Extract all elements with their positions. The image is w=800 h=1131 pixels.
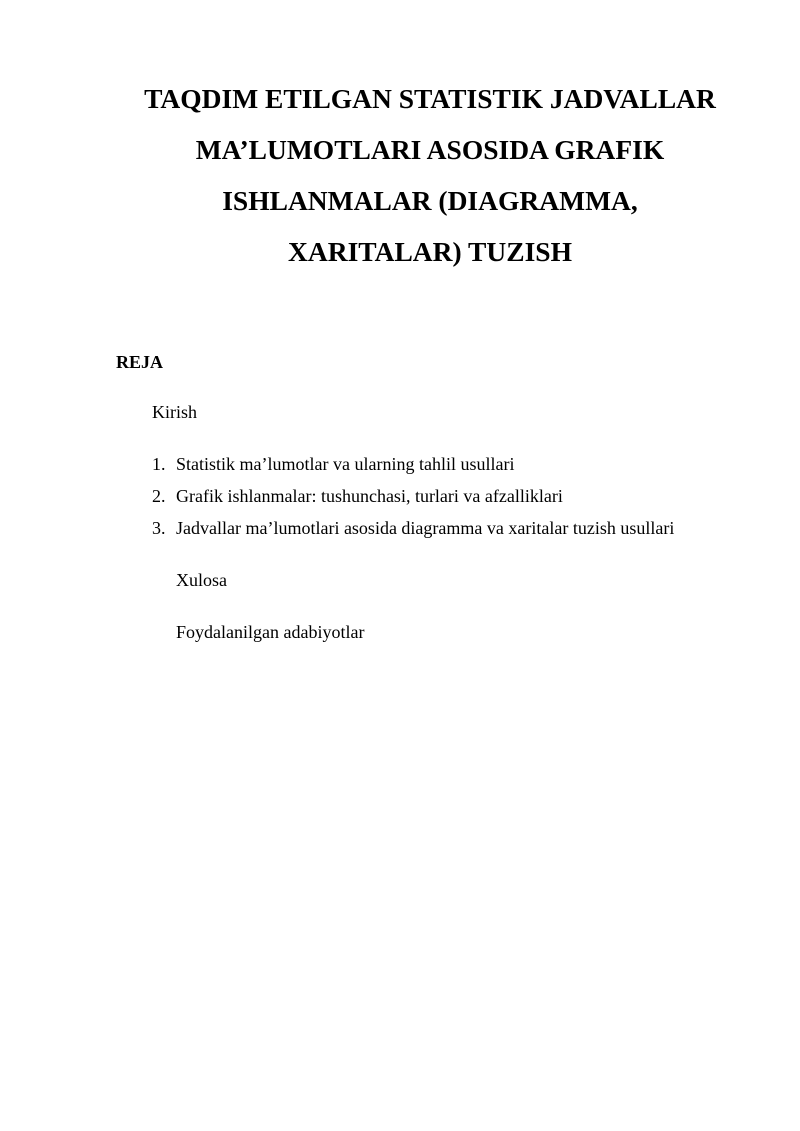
plan-item-number: 2. <box>152 486 166 506</box>
plan-references: Foydalanilgan adabiyotlar <box>176 622 365 642</box>
title-line: ISHLANMALAR (DIAGRAMMA, <box>222 185 638 216</box>
plan-item-text: Jadvallar ma’lumotlari asosida diagramma va xaritalar tuzish usullari <box>176 518 675 538</box>
plan-item <box>152 516 674 548</box>
title-line: MA’LUMOTLARI ASOSIDA GRAFIK <box>195 134 665 165</box>
title-line: XARITALAR) TUZISH <box>288 236 572 267</box>
plan-item-number: 1. <box>152 454 166 474</box>
title-line: TAQDIM ETILGAN STATISTIK JADVALLAR <box>144 83 716 114</box>
plan-item-number: 3. <box>152 518 166 538</box>
plan-item-text: Grafik ishlanmalar: tushunchasi, turlari va afzalliklari <box>176 486 563 506</box>
plan-heading: REJA <box>116 352 164 372</box>
plan-item <box>152 452 674 484</box>
plan-conclusion: Xulosa <box>176 570 227 590</box>
plan-intro: Kirish <box>152 402 197 422</box>
plan-item-text: Statistik ma’lumotlar va ularning tahlil usullari <box>176 454 515 474</box>
plan-list <box>152 452 674 548</box>
plan-item <box>152 484 674 516</box>
document-title <box>100 73 760 277</box>
